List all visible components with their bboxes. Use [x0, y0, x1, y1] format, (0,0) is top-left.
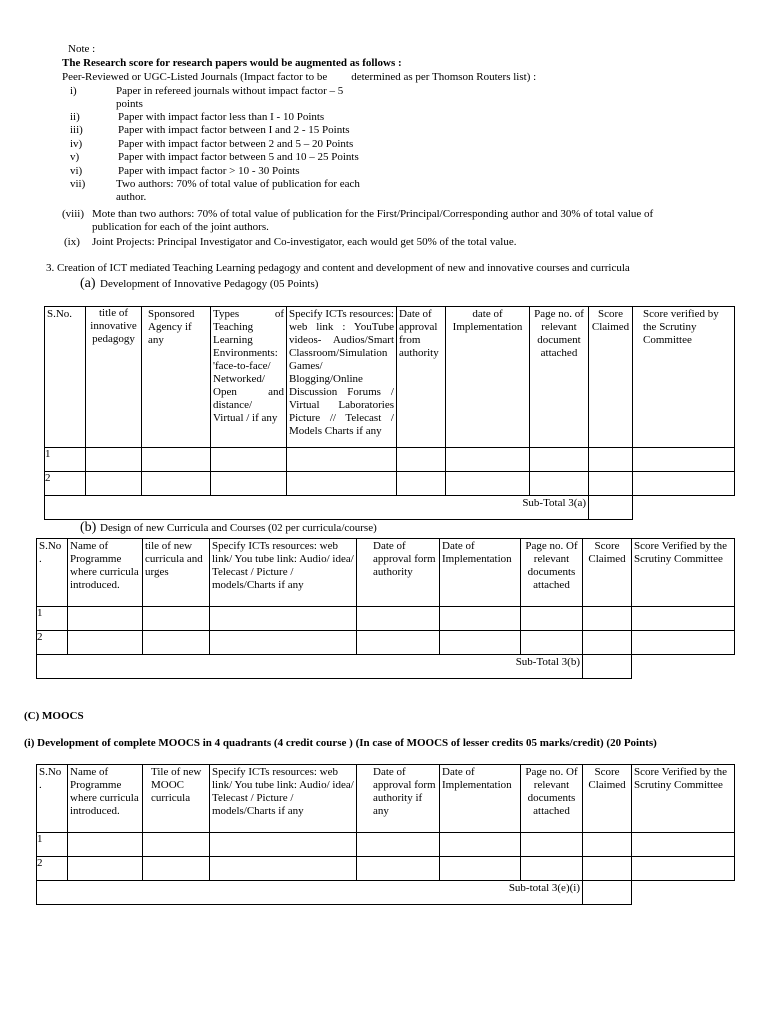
subsection-label: (a)	[80, 276, 96, 291]
row-number: 2	[45, 472, 86, 496]
header-cell: Score Verified by the Scrutiny Committee	[632, 765, 735, 833]
table-row	[45, 448, 735, 472]
note-item-text: Paper with impact factor between 5 and 10 – 25 Points	[118, 151, 359, 163]
note-item-num: iv)	[70, 138, 83, 150]
header-cell: Score Claimed	[583, 539, 632, 607]
table-row	[37, 833, 735, 857]
note-item-num: (viii)	[62, 208, 84, 220]
subtotal-row	[37, 881, 735, 905]
note-heading: The Research score for research papers would be augmented as follows :	[62, 57, 402, 69]
subsection-label: (b)	[80, 520, 97, 535]
note-item-text: Paper in refereed journals without impact factor – 5	[116, 85, 344, 97]
header-cell: date of Implementation	[446, 307, 530, 448]
row-number: 1	[37, 833, 68, 857]
header-cell: Date of approval form authority	[357, 539, 440, 607]
subsection-title: Design of new Curricula and Courses (02 per curricula/course)	[100, 522, 377, 534]
header-cell: tile of new curricula and urges	[143, 539, 210, 607]
table-row	[45, 472, 735, 496]
note-item-text: Paper with impact factor between I and 2 - 15 Points	[118, 124, 350, 136]
table-header-row	[45, 307, 735, 448]
note-label: Note :	[68, 43, 96, 55]
header-cell: Page no. of relevant document attached	[530, 307, 589, 448]
header-cell: Specify ICTs resources: web link/ You tube link: Audio/ idea/ Telecast / Picture / models/Charts if any	[210, 539, 357, 607]
header-cell: Date of Implementation	[440, 765, 521, 833]
note-item-num: ii)	[70, 111, 80, 123]
note-item-cont: author.	[116, 191, 147, 203]
header-cell: Specify ICTs resources: web link : YouTube videos- Audios/Smart Classroom/Simulation Games/ Blogging/Online Discussion Forums / Virtual Laboratories Picture // Telecast / Models Charts if any	[287, 307, 397, 448]
row-number: 1	[37, 607, 68, 631]
subtotal-label: Sub-Total 3(a)	[45, 496, 589, 520]
note-item-num: iii)	[70, 124, 83, 136]
note-item-cont: points	[116, 98, 143, 110]
note-item-text: Two authors: 70% of total value of publication for each	[116, 178, 360, 190]
header-cell: Sponsored Agency if any	[142, 307, 211, 448]
header-cell: S.No .	[37, 539, 68, 607]
note-item-num: vi)	[70, 165, 83, 177]
header-cell: Score Claimed	[583, 765, 632, 833]
subtotal-row	[45, 496, 735, 520]
header-cell: S.No.	[45, 307, 86, 448]
table-row	[37, 631, 735, 655]
header-cell: Score Verified by the Scrutiny Committee	[632, 539, 735, 607]
note-item-text: Mote than two authors: 70% of total value of publication for the First/Principal/Corresponding author and 30% of total value of	[92, 208, 654, 220]
header-cell: Date of Implementation	[440, 539, 521, 607]
header-cell: Score verified by the Scrutiny Committee	[633, 307, 735, 448]
header-cell: Name of Programme where curricula introduced.	[68, 539, 143, 607]
header-cell: Specify ICTs resources: web link/ You tube link: Audio/ idea/ Telecast / Picture / models/Charts if any	[210, 765, 357, 833]
note-item-cont: publication for each of the joint authors.	[92, 221, 269, 233]
table-header-row	[37, 765, 735, 833]
subtotal-label: Sub-Total 3(b)	[37, 655, 583, 679]
header-cell: Date of approval form authority if any	[357, 765, 440, 833]
note-item-num: v)	[70, 151, 80, 163]
pedagogy-table	[44, 306, 735, 520]
note-intro-a: Peer-Reviewed or UGC-Listed Journals (Impact factor to be	[62, 71, 328, 83]
header-cell: Types of Teaching Learning Environments: 'face-to-face/ Networked/ Open and distance/ Virtual / if any	[211, 307, 287, 448]
note-item-text: Paper with impact factor > 10 - 30 Points	[118, 165, 300, 177]
header-cell: Page no. Of relevant documents attached	[521, 539, 583, 607]
note-item-text: Paper with impact factor less than I - 10 Points	[118, 111, 325, 123]
moocs-subtitle: (i) Development of complete MOOCS in 4 quadrants (4 credit course ) (In case of MOOCS of lesser credits 05 marks/credit) (20 Points)	[24, 737, 657, 749]
subtotal-label: Sub-total 3(e)(i)	[37, 881, 583, 905]
row-number: 2	[37, 631, 68, 655]
note-item-text: Joint Projects: Principal Investigator and Co-investigator, each would get 50% of the total value.	[92, 236, 517, 248]
header-cell: title of innovative pedagogy	[86, 307, 142, 448]
subsection-title: Development of Innovative Pedagogy (05 Points)	[100, 278, 319, 290]
section-title: 3. Creation of ICT mediated Teaching Learning pedagogy and content and development of new and innovative courses and curricula	[46, 262, 630, 274]
header-cell: Name of Programme where curricula introduced.	[68, 765, 143, 833]
note-item-text: Paper with impact factor between 2 and 5 – 20 Points	[118, 138, 354, 150]
table-row	[37, 857, 735, 881]
header-cell: Date of approval from authority	[397, 307, 446, 448]
note-item-num: (ix)	[64, 236, 80, 248]
note-intro	[62, 71, 536, 84]
note-intro-b: determined as per Thomson Routers list) :	[351, 71, 537, 83]
note-item-num: vii)	[70, 178, 86, 190]
header-cell: S.No .	[37, 765, 68, 833]
row-number: 1	[45, 448, 86, 472]
table-header-row	[37, 539, 735, 607]
header-cell: Page no. Of relevant documents attached	[521, 765, 583, 833]
header-cell: Tile of new MOOC curricula	[143, 765, 210, 833]
curricula-table	[36, 538, 735, 679]
header-cell: Score Claimed	[589, 307, 633, 448]
note-item-num: i)	[70, 85, 77, 97]
table-row	[37, 607, 735, 631]
row-number: 2	[37, 857, 68, 881]
moocs-title: (C) MOOCS	[24, 710, 84, 722]
mooc-table	[36, 764, 735, 905]
subtotal-row	[37, 655, 735, 679]
